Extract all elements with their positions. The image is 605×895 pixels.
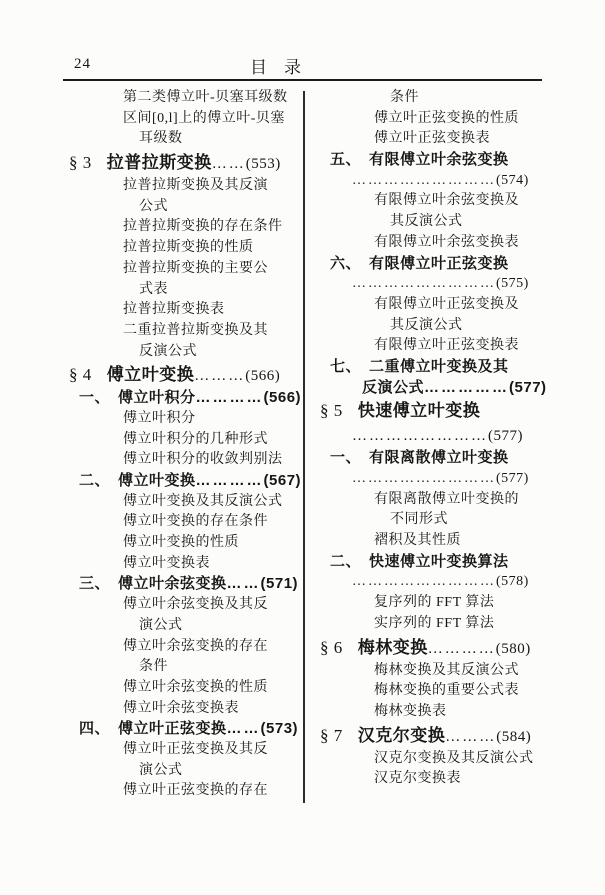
entry-page: (577) [488, 428, 523, 445]
toc-entry [316, 233, 552, 254]
toc-entry [316, 424, 552, 448]
entry-title: 傅立叶积分的几种形式 [123, 431, 268, 447]
toc-entry [316, 295, 552, 316]
toc-entry [316, 150, 552, 171]
toc-entry [316, 212, 552, 233]
toc-entry [65, 259, 305, 280]
entry-title: 实序列的 FFT 算法 [374, 615, 495, 631]
toc-entry [316, 88, 552, 109]
leader-dots: …… [226, 575, 261, 593]
toc-entry [65, 595, 305, 616]
entry-title: 第二类傅立叶-贝塞耳级数 [123, 90, 288, 105]
toc-entry [65, 761, 305, 782]
toc-entry [316, 531, 552, 552]
entry-marker: 二、 [330, 552, 362, 570]
entry-marker: 一、 [330, 449, 362, 467]
entry-title: 有限傅立叶正弦变换及 [374, 296, 519, 312]
toc-entry [316, 490, 552, 511]
toc-entry [65, 362, 305, 388]
entry-page: (571) [260, 575, 299, 593]
entry-marker: 一、 [79, 389, 111, 407]
toc-entry [65, 616, 305, 637]
entry-title: 傅立叶正弦变换的存在 [123, 783, 268, 799]
entry-page: (553) [245, 156, 281, 173]
toc-entry [65, 321, 305, 342]
entry-title: 演公式 [139, 762, 183, 778]
entry-title: 区间[0,l]上的傅立叶-贝塞 [123, 110, 285, 126]
entry-title: 其反演公式 [390, 317, 463, 333]
entry-marker: § 6 [320, 637, 343, 657]
entry-title: 有限傅立叶余弦变换及 [374, 193, 519, 209]
leader-dots: ……… [445, 728, 497, 745]
entry-title: 耳级数 [139, 131, 183, 147]
entry-title: 傅立叶变换的存在条件 [123, 514, 268, 530]
toc-entry [316, 593, 552, 614]
toc-entry [65, 238, 305, 259]
entry-title: 汉克尔变换 [357, 725, 446, 745]
toc-entry [316, 336, 552, 357]
toc-entry [65, 574, 305, 595]
entry-title: 傅立叶变换及其反演公式 [123, 493, 283, 509]
entry-marker: 三、 [79, 575, 111, 593]
entry-page: (575) [496, 276, 529, 292]
entry-title: 傅立叶积分 [118, 389, 196, 407]
entry-title: 复序列的 FFT 算法 [374, 595, 495, 611]
leader-dots: …………… [424, 378, 510, 396]
entry-title: 傅立叶积分的收敛判别法 [123, 452, 283, 468]
entry-title: 有限离散傅立叶变换的 [374, 491, 519, 507]
entry-title: 快速傅立叶变换算法 [369, 552, 509, 570]
entry-title: 条件 [390, 90, 419, 105]
entry-page: (566) [263, 389, 302, 407]
entry-marker: 七、 [330, 357, 362, 375]
toc-entry [316, 572, 552, 593]
toc-entry [65, 409, 305, 430]
entry-page: (578) [496, 574, 529, 590]
entry-marker: § 5 [320, 401, 343, 421]
entry-title: 拉普拉斯变换的存在条件 [123, 219, 283, 235]
entry-marker: 四、 [79, 720, 111, 738]
entry-title: 有限傅立叶余弦变换 [369, 151, 509, 169]
entry-title: 傅立叶正弦变换的性质 [374, 110, 519, 126]
leader-dots: ……………………… [352, 574, 496, 590]
entry-title: 拉普拉斯变换及其反演 [123, 178, 268, 194]
entry-title: 傅立叶余弦变换表 [123, 700, 239, 716]
toc-entry [65, 450, 305, 471]
entry-title: 拉普拉斯变换表 [123, 302, 225, 318]
toc-entry [316, 109, 552, 130]
leader-dots: …… [211, 156, 246, 173]
toc-entry [65, 781, 305, 802]
toc-entry [316, 702, 552, 723]
toc-entry [316, 129, 552, 150]
entry-title: 快速傅立叶变换 [357, 401, 481, 421]
entry-title: 有限傅立叶正弦变换表 [374, 338, 519, 354]
toc-entry [65, 719, 305, 740]
entry-title: 傅立叶余弦变换的性质 [123, 679, 268, 695]
entry-title: 傅立叶变换的性质 [123, 535, 239, 551]
entry-marker: § 4 [69, 365, 92, 385]
entry-title: 其反演公式 [390, 214, 463, 230]
toc-entry [65, 554, 305, 575]
toc-entry [65, 699, 305, 720]
toc-entry [65, 471, 305, 492]
toc-entry [65, 657, 305, 678]
entry-title: 拉普拉斯变换 [106, 153, 212, 173]
toc-entry [316, 357, 552, 378]
entry-title: 式表 [139, 281, 168, 297]
toc-entry [316, 274, 552, 295]
toc-entry [65, 150, 305, 176]
entry-title: 汉克尔变换及其反演公式 [374, 750, 534, 766]
toc-entry [316, 254, 552, 275]
entry-title: 公式 [139, 198, 168, 214]
toc-entry [316, 316, 552, 337]
entry-title: 拉普拉斯变换的主要公 [123, 260, 268, 276]
entry-title: 傅立叶余弦变换及其反 [123, 597, 268, 613]
entry-page: (584) [496, 728, 532, 745]
entry-page: (573) [260, 720, 299, 738]
leader-dots: ………… [195, 389, 264, 407]
entry-marker: 五、 [330, 151, 362, 169]
page-title: 目 录 [250, 58, 301, 77]
toc-entry [316, 398, 552, 424]
entry-title: 不同形式 [390, 512, 448, 528]
toc-entry [316, 614, 552, 635]
entry-title: 傅立叶余弦变换 [118, 575, 227, 593]
entry-title: 汉克尔变换表 [374, 771, 461, 787]
toc-entry [316, 635, 552, 661]
toc-entry [316, 749, 552, 770]
entry-title: 二重傅立叶变换及其 [369, 357, 509, 375]
toc-entry [316, 510, 552, 531]
entry-page: (577) [509, 378, 547, 396]
toc-entry [316, 681, 552, 702]
toc-entry [65, 280, 305, 301]
entry-title: 傅立叶变换表 [123, 555, 210, 571]
toc-entry [65, 533, 305, 554]
leader-dots: ……………………… [352, 471, 496, 486]
entry-title: 傅立叶正弦变换表 [374, 131, 490, 147]
toc-entry [65, 342, 305, 363]
toc-entry [316, 661, 552, 682]
toc-entry [65, 492, 305, 513]
entry-title: 有限离散傅立叶变换 [369, 449, 509, 467]
toc-entry [65, 217, 305, 238]
toc-column-right [316, 88, 552, 790]
entry-page: (567) [263, 472, 302, 489]
leader-dots: ……………………… [352, 276, 496, 292]
entry-title: 反演公式 [362, 378, 425, 396]
entry-title: 傅立叶积分 [123, 410, 196, 426]
toc-entry [65, 176, 305, 197]
entry-marker: 二、 [79, 472, 111, 489]
toc-entry [65, 109, 305, 130]
entry-title: 有限傅立叶余弦变换表 [374, 234, 519, 250]
toc-entry [316, 171, 552, 192]
leader-dots: …………………… [352, 428, 488, 445]
entry-title: 有限傅立叶正弦变换 [369, 254, 509, 272]
entry-page: (574) [496, 172, 529, 188]
entry-page: (577) [496, 471, 529, 486]
toc-entry [65, 512, 305, 533]
entry-title: 傅立叶正弦变换 [118, 720, 227, 738]
entry-title: 反演公式 [139, 343, 197, 359]
leader-dots: ……………………… [352, 172, 496, 188]
toc-entry [65, 197, 305, 218]
entry-marker: 六、 [330, 254, 362, 272]
toc-entry [65, 740, 305, 761]
entry-title: 傅立叶正弦变换及其反 [123, 741, 268, 757]
entry-page: (566) [245, 368, 281, 385]
entry-title: 梅林变换的重要公式表 [374, 683, 519, 699]
page-number: 24 [74, 56, 91, 72]
toc-entry [65, 88, 305, 109]
leader-dots: ……… [194, 368, 246, 385]
entry-title: 拉普拉斯变换的性质 [123, 240, 254, 256]
toc-entry [65, 430, 305, 451]
leader-dots: …… [226, 720, 261, 738]
toc-column-left [65, 88, 305, 802]
entry-page: (580) [495, 640, 531, 657]
entry-title: 傅立叶余弦变换的存在 [123, 638, 268, 654]
entry-title: 傅立叶变换 [106, 365, 195, 385]
entry-marker: § 3 [69, 153, 92, 173]
toc-entry [65, 388, 305, 409]
entry-title: 演公式 [139, 617, 183, 633]
leader-dots: ………… [427, 640, 496, 657]
entry-title: 条件 [139, 659, 168, 675]
toc-entry [316, 448, 552, 469]
toc-entry [65, 300, 305, 321]
header-rule [63, 79, 542, 81]
toc-entry [65, 678, 305, 699]
toc-entry [316, 552, 552, 573]
entry-title: 褶积及其性质 [374, 533, 461, 549]
toc-entry [316, 378, 552, 399]
entry-marker: § 7 [320, 725, 343, 745]
entry-title: 梅林变换及其反演公式 [374, 662, 519, 678]
toc-entry [65, 129, 305, 150]
toc-entry [316, 191, 552, 212]
toc-entry [316, 723, 552, 749]
entry-title: 二重拉普拉斯变换及其 [123, 322, 268, 338]
entry-title: 梅林变换 [357, 637, 428, 657]
entry-title: 梅林变换表 [374, 703, 447, 719]
entry-title: 傅立叶变换 [118, 472, 196, 489]
toc-entry [316, 769, 552, 790]
column-divider [303, 91, 305, 803]
toc-entry [316, 469, 552, 490]
toc-entry [65, 637, 305, 658]
leader-dots: ………… [195, 472, 264, 489]
